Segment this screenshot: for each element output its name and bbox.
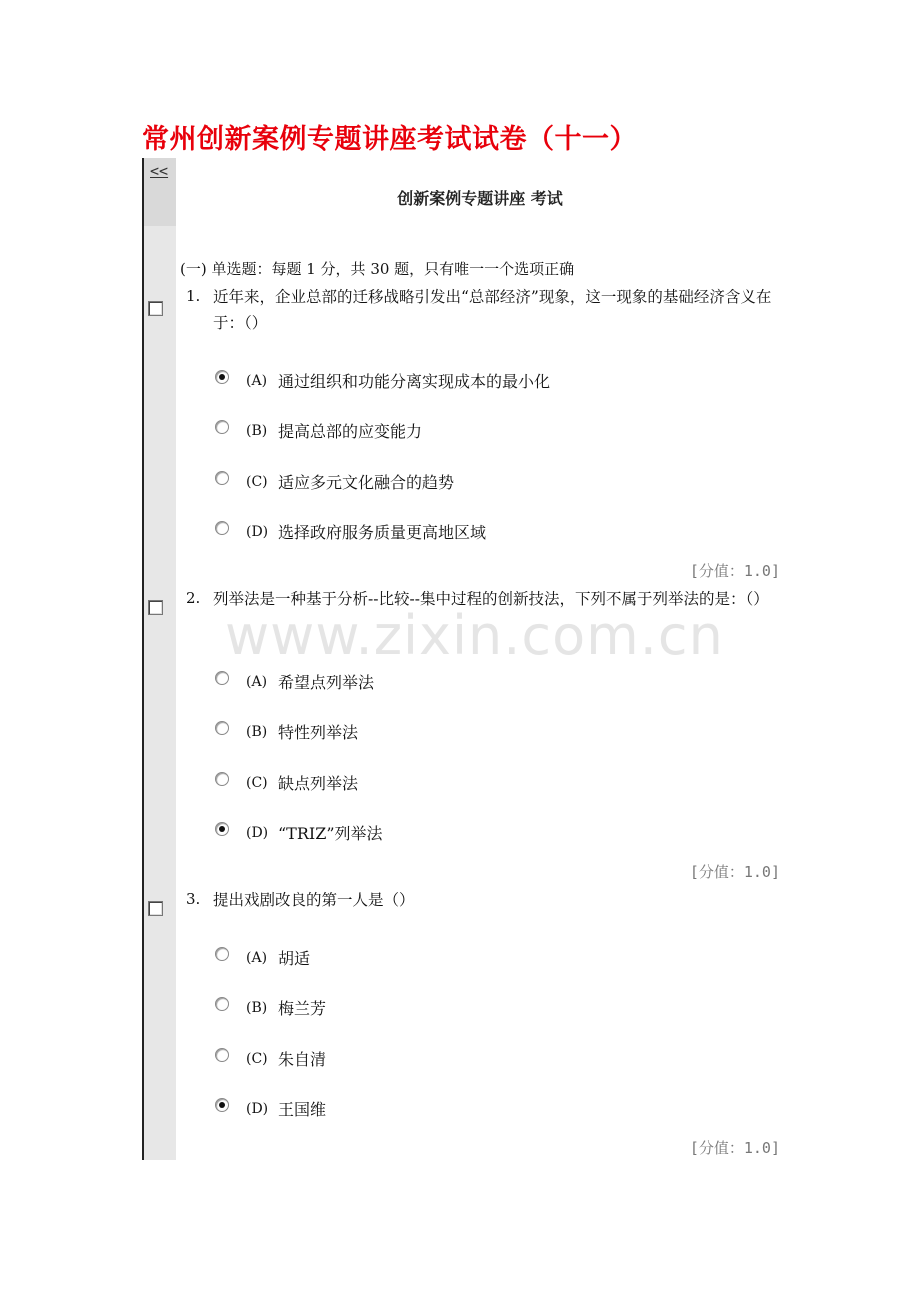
score-label: [分值：1.0]	[689, 562, 780, 580]
section-label: (一) 单选题：每题 1 分，共 30 题，只有唯一一个选项正确	[180, 260, 575, 278]
radio-selected-dot	[219, 1102, 225, 1108]
option-text: 通过组织和功能分离实现成本的最小化	[278, 372, 551, 391]
option-letter: (A)	[246, 950, 268, 966]
score-label: [分值：1.0]	[689, 863, 780, 881]
option-b-radio[interactable]	[215, 721, 229, 735]
option-text: 梅兰芳	[278, 999, 327, 1018]
option-letter: (B)	[246, 1000, 268, 1016]
watermark: www.zixin.com.cn	[225, 604, 724, 667]
question-3-checkbox[interactable]	[148, 901, 163, 916]
option-a-radio[interactable]	[215, 947, 229, 961]
option-letter: (D)	[246, 1101, 269, 1117]
option-text: 王国维	[278, 1100, 327, 1119]
option-text: 提高总部的应变能力	[278, 422, 423, 441]
score-label: [分值：1.0]	[689, 1139, 780, 1157]
back-link[interactable]: <<	[150, 162, 169, 180]
radio-selected-dot	[219, 374, 225, 380]
option-text: 胡适	[278, 949, 311, 968]
option-c-radio[interactable]	[215, 772, 229, 786]
question-number: 2.	[186, 589, 201, 607]
option-c-radio[interactable]	[215, 1048, 229, 1062]
option-letter: (D)	[246, 825, 269, 841]
option-text: 朱自清	[278, 1050, 327, 1069]
radio-selected-dot	[219, 826, 225, 832]
question-text: 列举法是一种基于分析--比较--集中过程的创新技法，下列不属于列举法的是：（）	[213, 590, 769, 608]
option-letter: (C)	[246, 1051, 268, 1067]
option-a-radio[interactable]	[215, 671, 229, 685]
option-d-radio[interactable]	[215, 1098, 229, 1112]
option-text: 希望点列举法	[278, 673, 375, 692]
option-letter: (A)	[246, 674, 268, 690]
option-text: 特性列举法	[278, 723, 359, 742]
option-letter: (B)	[246, 423, 268, 439]
option-text: 缺点列举法	[278, 774, 359, 793]
option-d-radio[interactable]	[215, 822, 229, 836]
question-2-checkbox[interactable]	[148, 600, 163, 615]
exam-heading: 创新案例专题讲座 考试	[397, 189, 563, 208]
option-letter: (A)	[246, 373, 268, 389]
question-number: 3.	[186, 890, 201, 908]
option-c-radio[interactable]	[215, 471, 229, 485]
option-letter: (B)	[246, 724, 268, 740]
option-letter: (C)	[246, 474, 268, 490]
question-1-checkbox[interactable]	[148, 301, 163, 316]
page-title: 常州创新案例专题讲座考试试卷（十一）	[142, 124, 637, 155]
option-d-radio[interactable]	[215, 521, 229, 535]
option-letter: (D)	[246, 524, 269, 540]
option-a-radio[interactable]	[215, 370, 229, 384]
option-b-radio[interactable]	[215, 420, 229, 434]
option-text: “TRIZ”列举法	[278, 824, 383, 843]
question-text: 提出戏剧改良的第一人是（）	[213, 891, 415, 909]
option-b-radio[interactable]	[215, 997, 229, 1011]
option-text: 适应多元文化融合的趋势	[278, 473, 455, 492]
question-text: 近年来，企业总部的迁移战略引发出“总部经济”现象，这一现象的基础经济含义在于：（）	[213, 288, 772, 332]
question-number: 1.	[186, 287, 201, 305]
option-letter: (C)	[246, 775, 268, 791]
option-text: 选择政府服务质量更高地区域	[278, 523, 487, 542]
